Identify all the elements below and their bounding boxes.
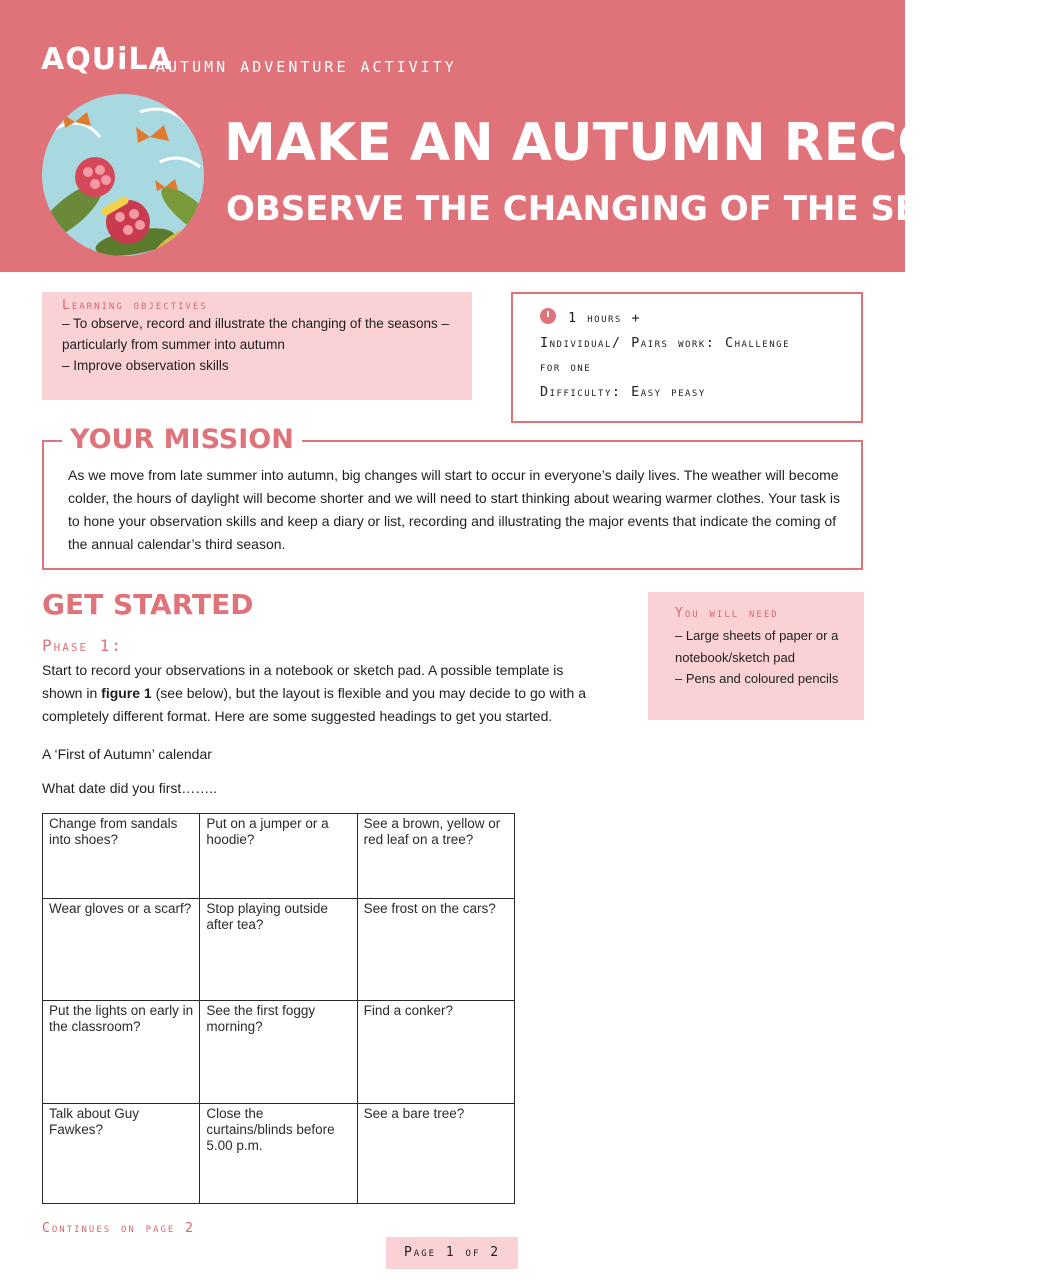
- grid-cell: Find a conker?: [357, 1001, 514, 1104]
- intro-text-cont: (see below), but the layout is flexible and you may decide to go with a completely different format. Here are some suggested headings to get you started.: [42, 685, 586, 724]
- grid-row: [43, 814, 515, 899]
- calendar-grid: [42, 813, 515, 1204]
- grid-cell: See the first foggy morning?: [200, 1001, 357, 1104]
- objective-line: particularly from summer into autumn: [62, 337, 285, 352]
- grid-cell: See a bare tree?: [357, 1104, 514, 1204]
- phase-intro: [42, 659, 602, 728]
- grid-row: [43, 1001, 515, 1104]
- you-will-need-box: [648, 592, 864, 720]
- header-banner: [0, 0, 1051, 272]
- brand-logo: AQUiLA: [41, 42, 173, 77]
- grid-cell: Close the curtains/blinds before 5.00 p.m.: [200, 1104, 357, 1204]
- grid-cell: Talk about Guy Fawkes?: [43, 1104, 200, 1204]
- need-item: notebook/sketch pad: [675, 649, 795, 665]
- mission-box: [42, 424, 863, 570]
- work-mode: Individual/ Pairs work: Challenge: [540, 334, 790, 351]
- phase-heading: Phase 1:: [42, 636, 124, 655]
- grid-cell: See frost on the cars?: [357, 899, 514, 1001]
- page-subtitle: OBSERVE THE CHANGING OF THE SEASONS: [226, 189, 1051, 229]
- time-row: [540, 306, 861, 331]
- grid-cell: Wear gloves or a scarf?: [43, 899, 200, 1001]
- grid-row: [43, 899, 515, 1001]
- mission-heading: YOUR MISSION: [62, 422, 302, 458]
- continues-note: Continues on page 2: [42, 1221, 195, 1236]
- need-heading: You will need: [675, 606, 779, 621]
- need-list: [675, 625, 864, 690]
- grid-cell: See a brown, yellow or red leaf on a tree?: [357, 814, 514, 899]
- clock-icon: [540, 308, 556, 324]
- calendar-label: A ‘First of Autumn’ calendar: [42, 746, 212, 762]
- page-number: Page 1 of 2: [386, 1237, 518, 1269]
- page-title: MAKE AN AUTUMN RECORD: [224, 113, 1025, 173]
- series-label: AUTUMN ADVENTURE ACTIVITY: [156, 58, 457, 76]
- activity-info-box: [511, 292, 863, 423]
- need-item: – Large sheets of paper or a: [675, 628, 839, 643]
- grid-cell: Put the lights on early in the classroom?: [43, 1001, 200, 1104]
- grid-cell: Stop playing outside after tea?: [200, 899, 357, 1001]
- grid-cell: Put on a jumper or a hoodie?: [200, 814, 357, 899]
- objectives-heading: Learning objectives: [62, 298, 208, 313]
- get-started-heading: GET STARTED: [42, 588, 254, 621]
- date-prompt: What date did you first……..: [42, 780, 218, 796]
- difficulty: Difficulty: Easy peasy: [540, 383, 706, 400]
- learning-objectives-box: [42, 292, 472, 400]
- autumn-illustration-icon: [40, 92, 206, 258]
- time-value: 1 hours +: [568, 310, 642, 326]
- objective-line: – To observe, record and illustrate the changing of the seasons –: [62, 316, 449, 331]
- work-mode-cont: for one: [540, 359, 592, 375]
- intro-text: Start to record your observations in a notebook or sketch pad. A possible template is shown in: [42, 662, 564, 701]
- grid-row: [43, 1104, 515, 1204]
- figure-reference: figure 1: [101, 685, 152, 701]
- mission-text: As we move from late summer into autumn, big changes will start to occur in everyone’s daily lives. The weather will become colder, the hours of daylight will become shorter and we will need to start thinking about wearing warmer clothes. Your task is to hone your observation skills and keep a diary or list, recording and illustrating the major events that indicate the coming of the annual calendar’s third season.: [68, 467, 840, 552]
- need-item: – Pens and coloured pencils: [675, 671, 839, 686]
- objective-line: – Improve observation skills: [62, 358, 229, 373]
- grid-cell: Change from sandals into shoes?: [43, 814, 200, 899]
